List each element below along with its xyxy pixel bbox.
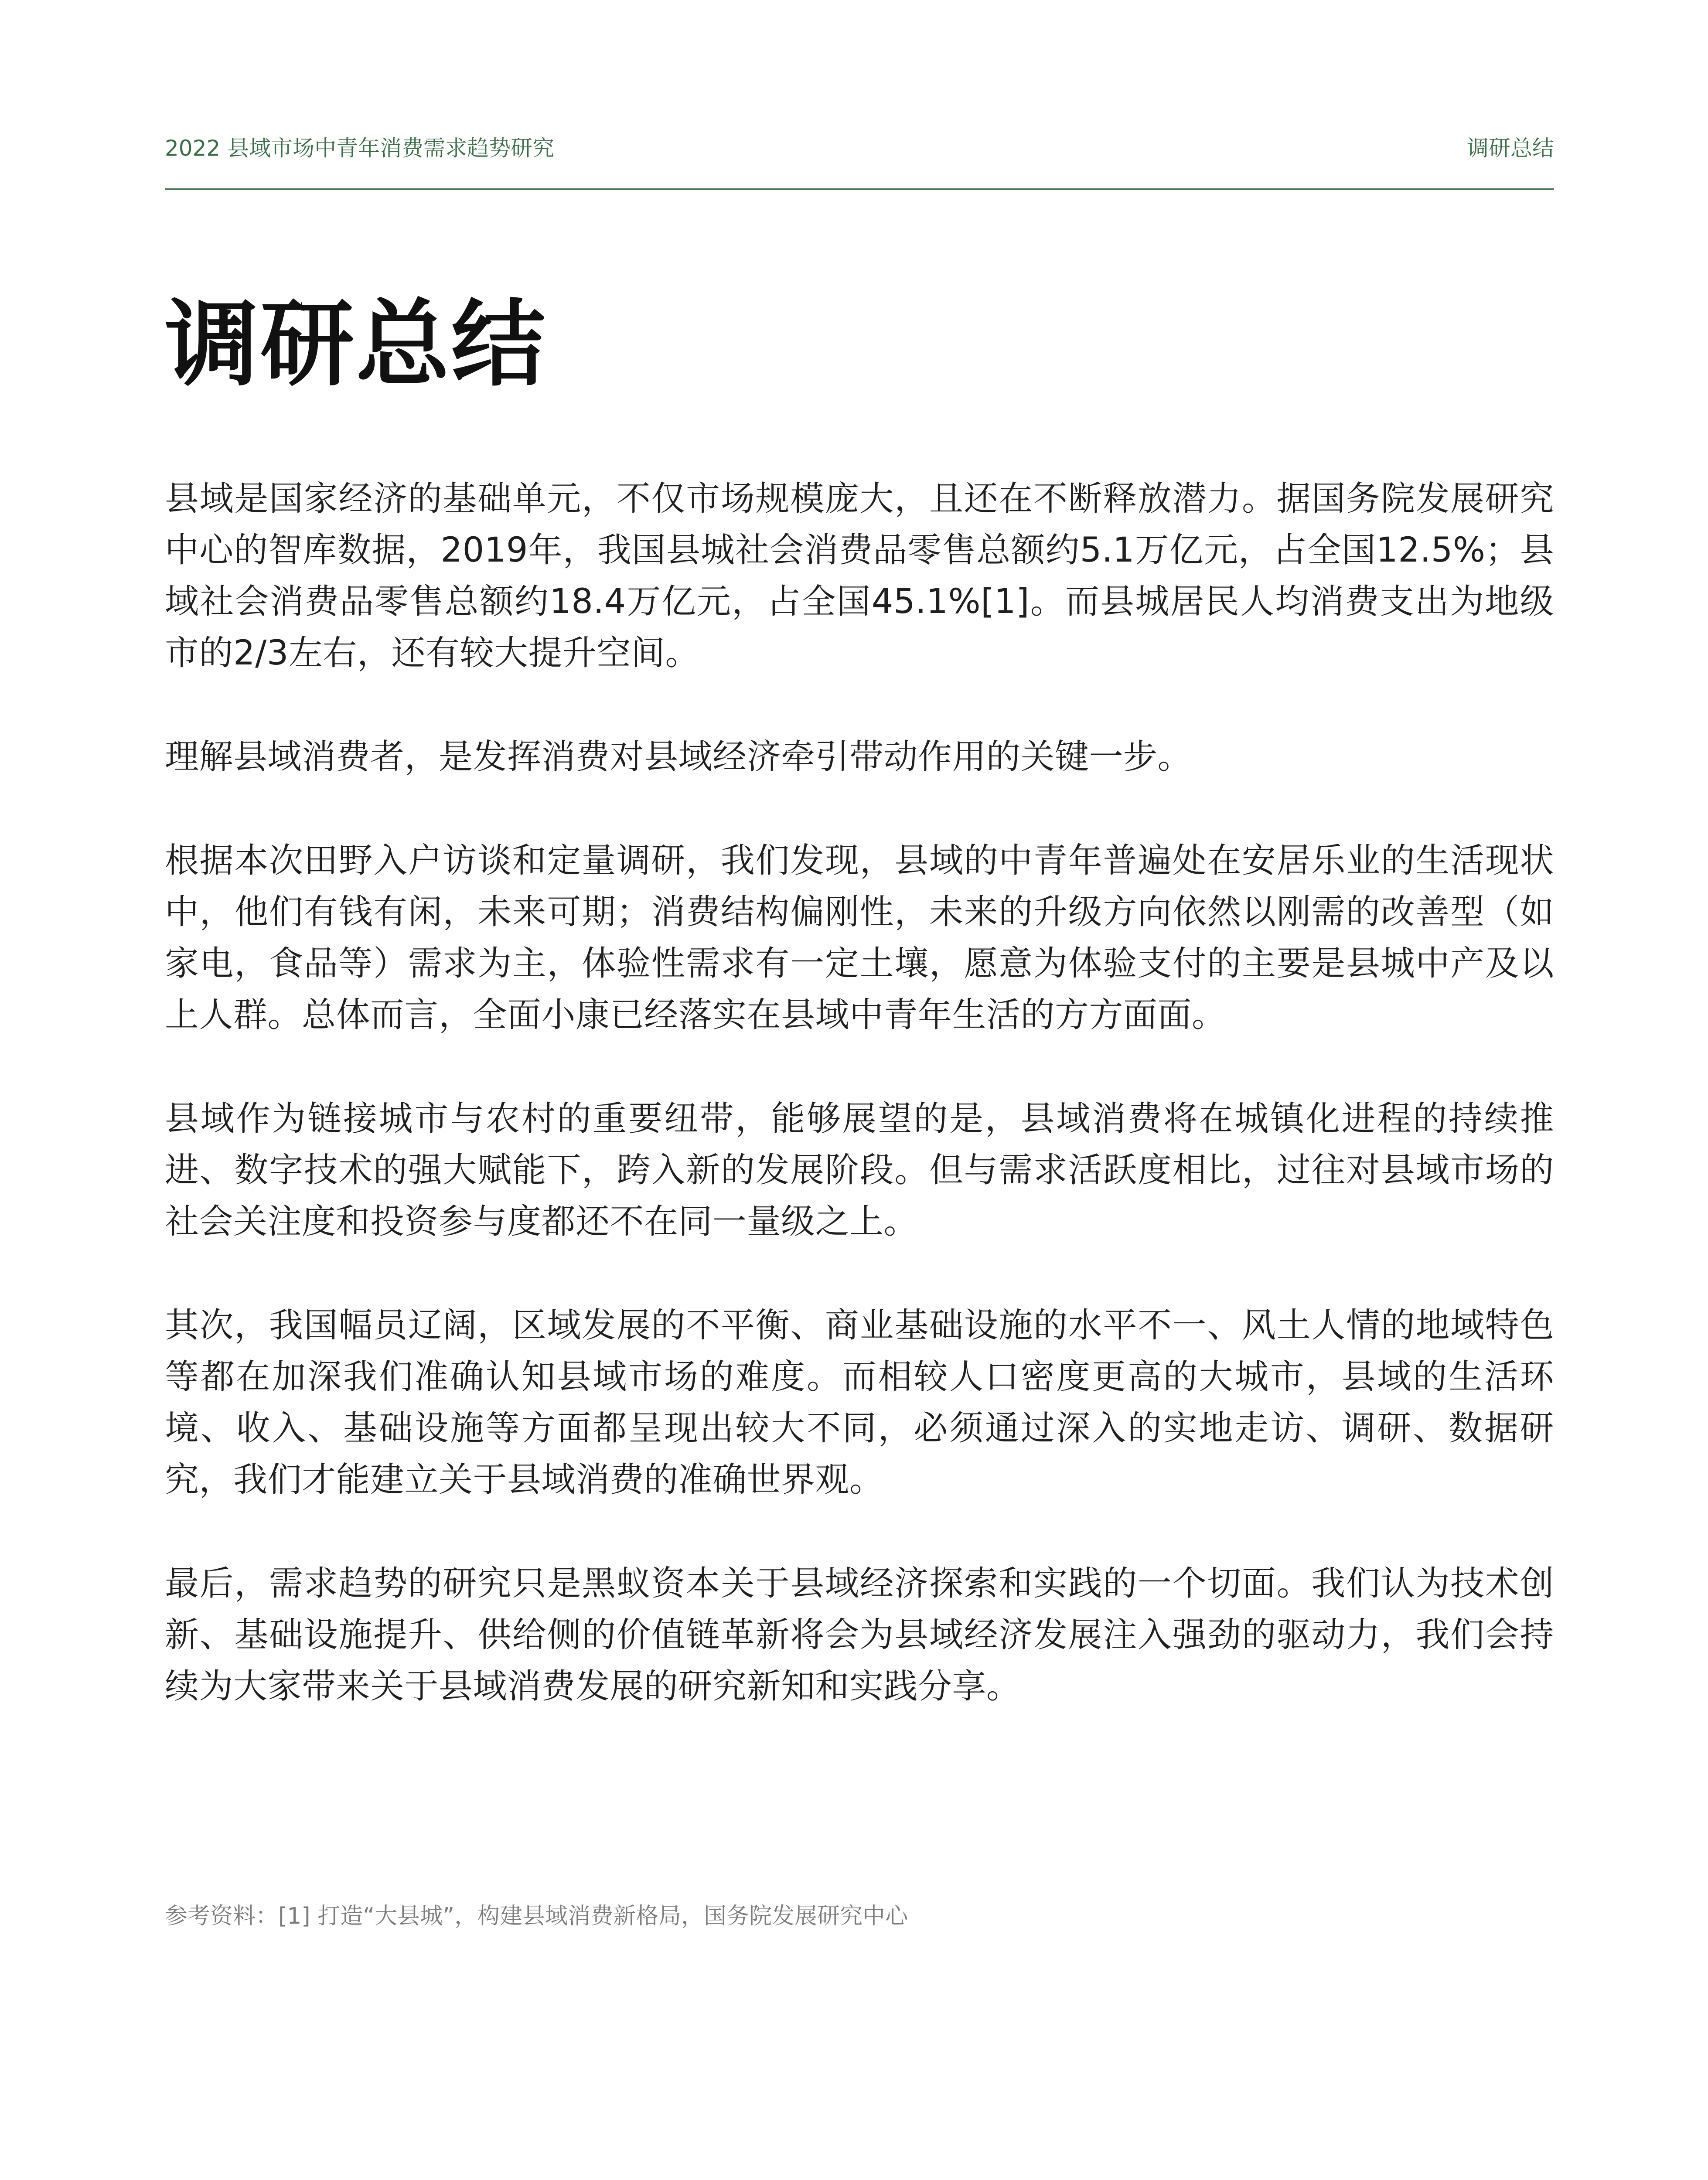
paragraph-outlook: 县域作为链接城市与农村的重要纽带，能够展望的是，县域消费将在城镇化进程的持续推进、数字技术的强大赋能下，跨入新的发展阶段。但与需求活跃度相比，过往对县域市场的社会关注度和投资参与度都还不在同一量级之上。	[165, 1099, 1554, 1241]
page-header	[165, 131, 1554, 166]
report-title: 2022 县域市场中青年消费需求趋势研究	[165, 136, 555, 161]
paragraph-challenges: 其次，我国幅员辽阔，区域发展的不平衡、商业基础设施的水平不一、风土人情的地域特色等都在加深我们准确认知县域市场的难度。而相较人口密度更高的大城市，县域的生活环境、收入、基础设施等方面都呈现出较大不同，必须通过深入的实地走访、调研、数据研究，我们才能建立关于县域消费的准确世界观。	[165, 1306, 1554, 1499]
paragraph-findings: 根据本次田野入户访谈和定量调研，我们发现，县域的中青年普遍处在安居乐业的生活现状中，他们有钱有闲，未来可期；消费结构偏刚性，未来的升级方向依然以刚需的改善型（如家电，食品等）需求为主，体验性需求有一定土壤，愿意为体验支付的主要是县城中产及以上人群。总体而言，全面小康已经落实在县域中青年生活的方方面面。	[165, 841, 1554, 1035]
paragraph-conclusion: 最后，需求趋势的研究只是黑蚁资本关于县域经济探索和实践的一个切面。我们认为技术创新、基础设施提升、供给侧的价值链革新将会为县域经济发展注入强劲的驱动力，我们会持续为大家带来关于县域消费发展的研究新知和实践分享。	[165, 1564, 1554, 1706]
page-title: 调研总结	[165, 290, 547, 399]
reference-note: 参考资料：[1] 打造“大县城”，构建县域消费新格局，国务院发展研究中心	[165, 1903, 908, 1929]
paragraph-intro: 县域是国家经济的基础单元，不仅市场规模庞大，且还在不断释放潜力。据国务院发展研究中心的智库数据，2019年，我国县城社会消费品零售总额约5.1万亿元，占全国12.5%；县域社会消费品零售总额约18.4万亿元，占全国45.1%[1]。而县城居民人均消费支出为地级市的2/3左右，还有较大提升空间。	[165, 479, 1554, 673]
body-text	[165, 473, 1554, 1764]
header-divider	[165, 188, 1554, 190]
section-label: 调研总结	[1467, 136, 1554, 161]
paragraph-understanding: 理解县域消费者，是发挥消费对县域经济牵引带动作用的关键一步。	[165, 737, 1192, 777]
